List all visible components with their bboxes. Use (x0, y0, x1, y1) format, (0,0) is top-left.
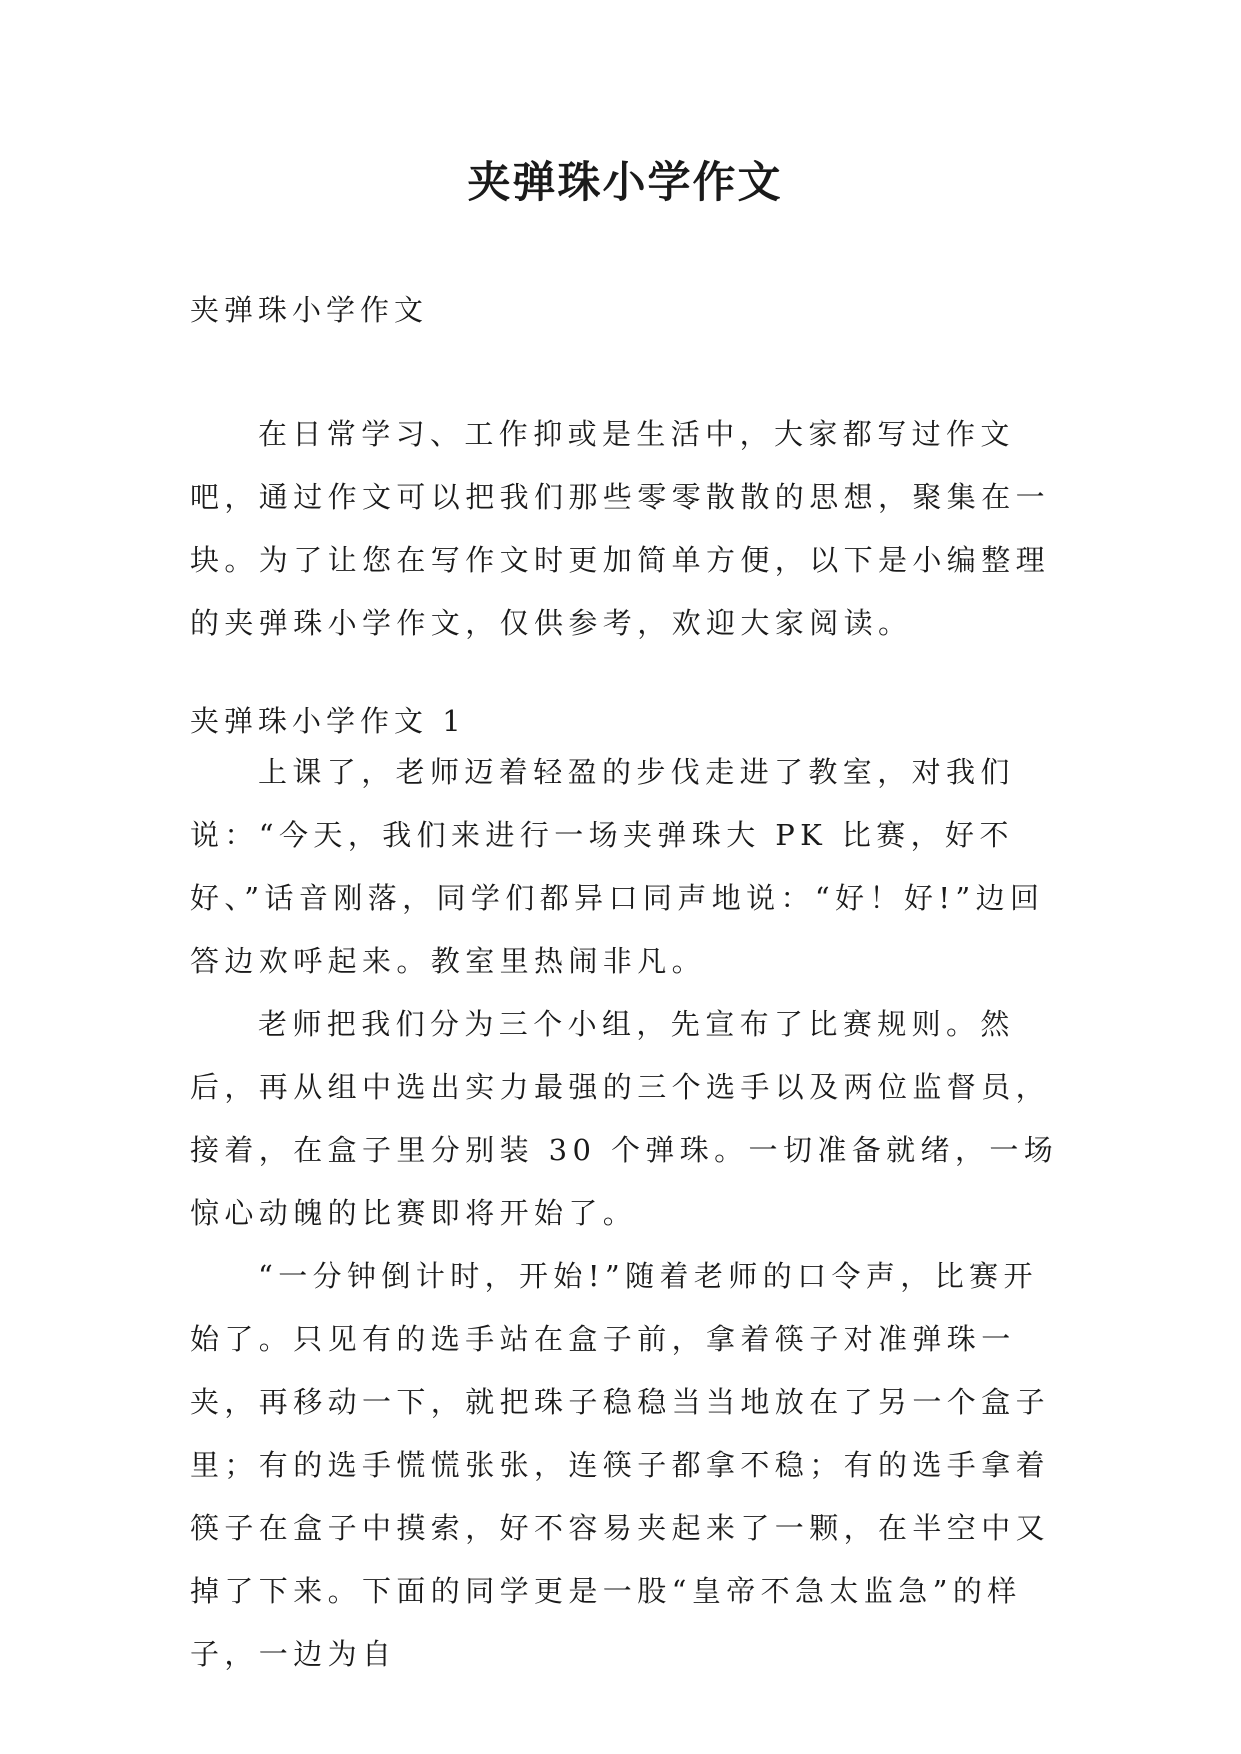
body-paragraph-1: 上课了，老师迈着轻盈的步伐走进了教室，对我们说：“今天，我们来进行一场夹弹珠大 PK 比赛，好不好、”话音刚落，同学们都异口同声地说：“好！好!”边回答边欢呼起来。教室里热闹非凡。 (190, 755, 1045, 978)
body-paragraph-3: “一分钟倒计时，开始!”随着老师的口令声，比赛开始了。只见有的选手站在盒子前，拿着筷子对准弹珠一夹，再移动一下，就把珠子稳稳当当地放在了另一个盒子里；有的选手慌慌张张，连筷子都拿不稳；有的选手拿着筷子在盒子中摸索，好不容易夹起来了一颗，在半空中又掉了下来。下面的同学更是一股“皇帝不急太监急”的样子，一边为自 (190, 1259, 1051, 1671)
body-paragraph-2: 老师把我们分为三个小组，先宣布了比赛规则。然后，再从组中选出实力最强的三个选手以及两位监督员，接着，在盒子里分别装 30 个弹珠。一切准备就绪，一场惊心动魄的比赛即将开始了。 (190, 1007, 1059, 1230)
document-title: 夹弹珠小学作文 (467, 158, 783, 208)
section-heading: 夹弹珠小学作文 1 (190, 704, 466, 738)
document-subtitle: 夹弹珠小学作文 (190, 293, 429, 327)
intro-paragraph: 在日常学习、工作抑或是生活中，大家都写过作文吧，通过作文可以把我们那些零零散散的思想，聚集在一块。为了让您在写作文时更加简单方便，以下是小编整理的夹弹珠小学作文，仅供参考，欢迎大家阅读。 (190, 417, 1051, 640)
